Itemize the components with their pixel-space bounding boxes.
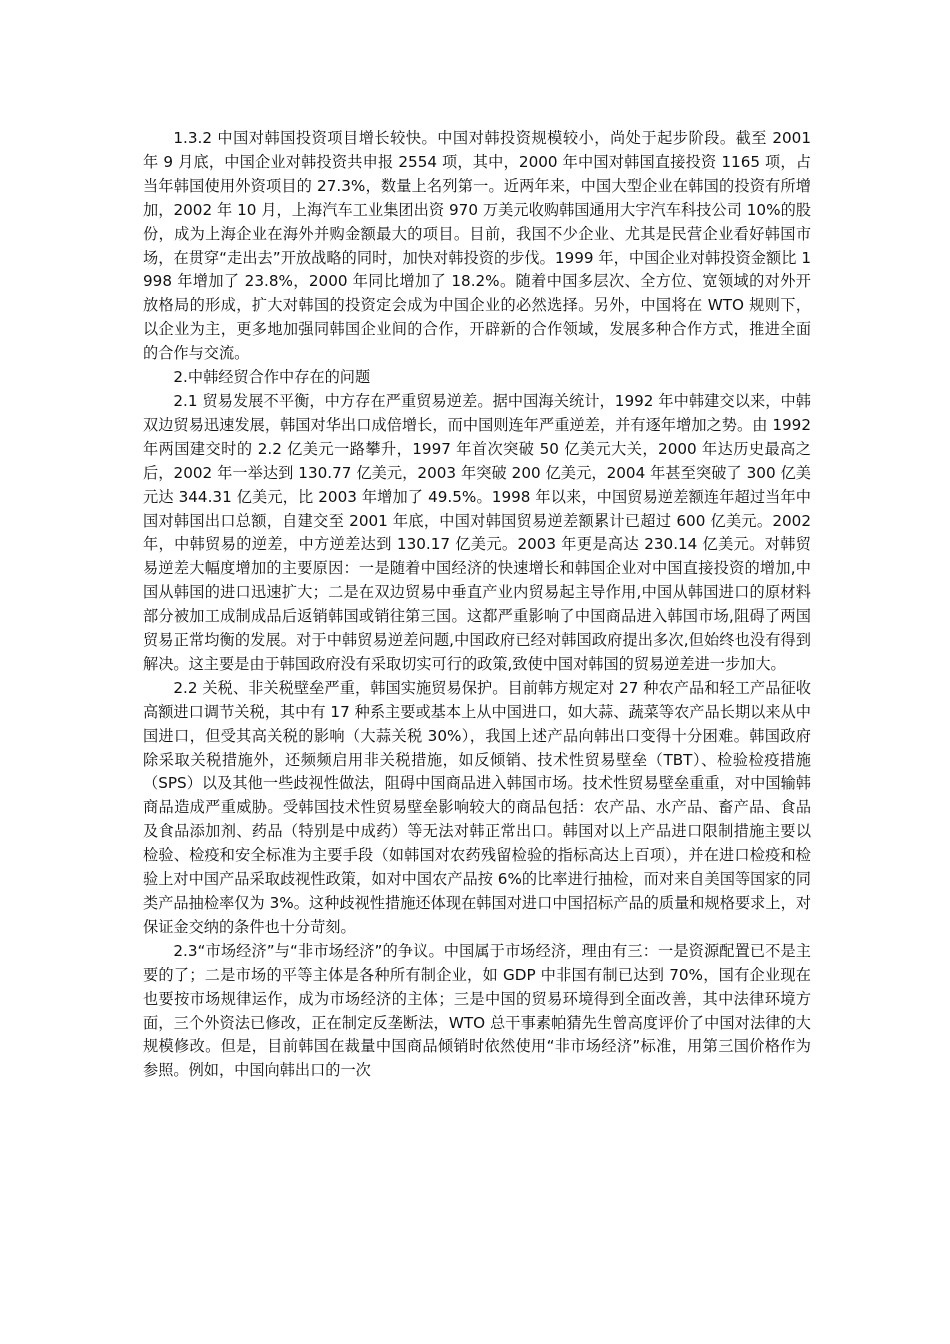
paragraph-trade-imbalance: 2.1 贸易发展不平衡，中方存在严重贸易逆差。据中国海关统计，1992 年中韩建交以来，中韩双边贸易迅速发展，韩国对华出口成倍增长，而中国则连年严重逆差，并有逐年增加之势。由 1992 年两国建交时的 2.2 亿美元一路攀升，1997 年首次突破 50 亿美元大关，2000 年达历史最高之后，2002 年一举达到 130.77 亿美元，2003 年突破 200 亿美元，2004 年甚至突破了 300 亿美元达 344.31 亿美元，比 2003 年增加了 49.5%。1998 年以来，中国贸易逆差额连年超过当年中国对韩国出口总额，自建交至 2001 年底，中国对韩国贸易逆差额累计已超过 600 亿美元。2002 年，中韩贸易的逆差，中方逆差达到 130.17 亿美元。2003 年更是高达 230.14 亿美元。对韩贸易逆差大幅度增加的主要原因：一是随着中国经济的快速增长和韩国企业对中国直接投资的增加,中国从韩国的进口迅速扩大；二是在双边贸易中垂直产业内贸易起主导作用,中国从韩国进口的原材料部分被加工成制成品后返销韩国或销往第三国。这都严重影响了中国商品进入韩国市场,阻碍了两国贸易正常均衡的发展。对于中韩贸易逆差问题,中国政府已经对韩国政府提出多次,但始终也没有得到解决。这主要是由于韩国政府没有采取切实可行的政策,致使中国对韩国的贸易逆差进一步加大。	[143, 391, 811, 673]
section-heading-problems: 2.中韩经贸合作中存在的问题	[173, 368, 371, 387]
document-body	[143, 127, 811, 1083]
paragraph-market-economy: 2.3“市场经济”与“非市场经济”的争议。中国属于市场经济，理由有三：一是资源配置已不是主要的了；二是市场的平等主体是各种所有制企业，如 GDP 中非国有制已达到 70%，国有企业现在也要按市场规律运作，成为市场经济的主体；三是中国的贸易环境得到全面改善，其中法律环境方面，三个外资法已修改，正在制定反垄断法，WTO 总干事素帕猜先生曾高度评价了中国对法律的大规模修改。但是，目前韩国在裁量中国商品倾销时依然使用“非市场经济”标准，用第三国价格作为参照。例如，中国向韩出口的一次	[143, 941, 811, 1080]
paragraph-tariff-barriers: 2.2 关税、非关税壁垒严重，韩国实施贸易保护。目前韩方规定对 27 种农产品和轻工产品征收高额进口调节关税，其中有 17 种系主要或基本上从中国进口，如大蒜、蔬菜等农产品长期以来从中国进口，但受其高关税的影响（大蒜关税 30%），我国上述产品向韩出口变得十分困难。韩国政府除采取关税措施外，还频频启用非关税措施，如反倾销、技术性贸易壁垒（TBT）、检验检疫措施（SPS）以及其他一些歧视性做法，阻碍中国商品进入韩国市场。技术性贸易壁垒重重，对中国输韩商品造成严重威胁。受韩国技术性贸易壁垒影响较大的商品包括：农产品、水产品、畜产品、食品及食品添加剂、药品（特别是中成药）等无法对韩正常出口。韩国对以上产品进口限制措施主要以检验、检疫和安全标准为主要手段（如韩国对农药残留检验的指标高达上百项），并在进口检疫和检验上对中国产品采取歧视性政策，如对中国农产品按 6%的比率进行抽检，而对来自美国等国家的同类产品抽检率仅为 3%。这种歧视性措施还体现在韩国对进口中国招标产品的质量和规格要求上，对保证金交纳的条件也十分苛刻。	[143, 678, 811, 936]
paragraph-investment-growth: 1.3.2 中国对韩国投资项目增长较快。中国对韩投资规模较小，尚处于起步阶段。截至 2001 年 9 月底，中国企业对韩投资共申报 2554 项，其中，2000 年中国对韩国直接投资 1165 项，占当年韩国使用外资项目的 27.3%，数量上名列第一。近两年来，中国大型企业在韩国的投资有所增加，2002 年 10 月，上海汽车工业集团出资 970 万美元收购韩国通用大宇汽车科技公司 10%的股份，成为上海企业在海外并购金额最大的项目。目前，我国不少企业、尤其是民营企业看好韩国市场，在贯穿“走出去”开放战略的同时，加快对韩投资的步伐。1999 年，中国企业对韩投资金额比 1998 年增加了 23.8%，2000 年同比增加了 18.2%。随着中国多层次、全方位、宽领域的对外开放格局的形成，扩大对韩国的投资定会成为中国企业的必然选择。另外，中国将在 WTO 规则下，以企业为主，更多地加强同韩国企业间的合作，开辟新的合作领域，发展多种合作方式，推进全面的合作与交流。	[143, 129, 811, 363]
